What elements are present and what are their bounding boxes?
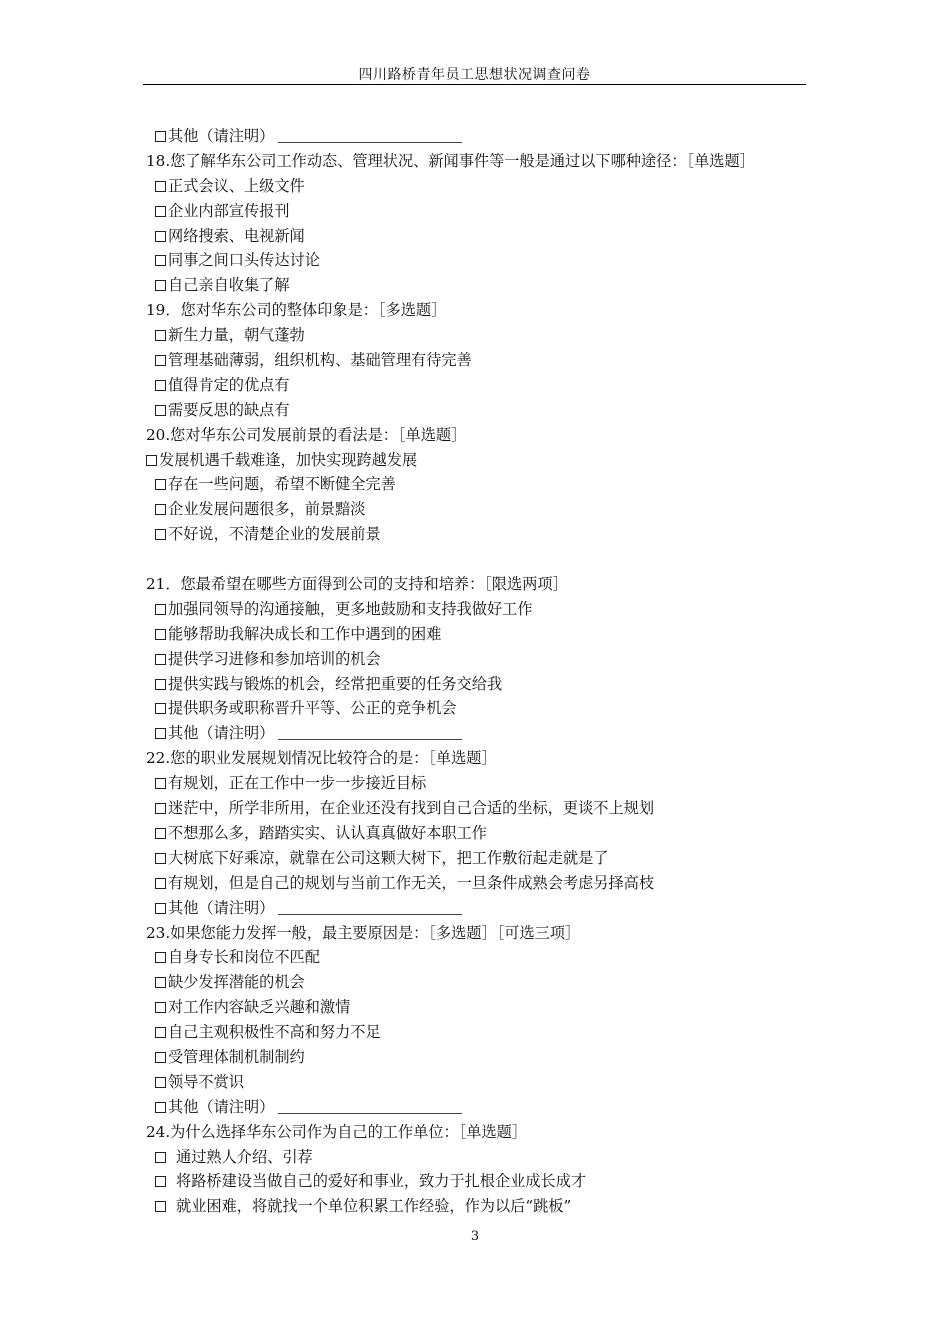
answer-option	[146, 995, 806, 1020]
answer-option	[146, 1045, 806, 1070]
option-label: 能够帮助我解决成长和工作中遇到的困难	[168, 624, 442, 643]
checkbox[interactable]	[155, 504, 166, 515]
question-text: 23.如果您能力发挥一般，最主要原因是：［多选题］［可选三项］	[146, 923, 581, 942]
answer-option	[146, 970, 806, 995]
checkbox[interactable]	[155, 1077, 166, 1088]
answer-option	[146, 174, 806, 199]
option-label: 缺少发挥潜能的机会	[168, 973, 305, 992]
option-label: 提供学习进修和参加培训的机会	[168, 649, 381, 668]
answer-option	[146, 448, 806, 473]
option-label: 领导不赏识	[168, 1072, 244, 1091]
checkbox[interactable]	[155, 1102, 166, 1113]
answer-option	[146, 323, 806, 348]
answer-option	[146, 124, 806, 149]
option-label: 企业发展问题很多，前景黯淡	[168, 500, 366, 519]
answer-option	[146, 1070, 806, 1095]
fill-in-blank[interactable]	[278, 724, 462, 740]
answer-option	[146, 1194, 806, 1219]
answer-option	[146, 696, 806, 721]
answer-option	[146, 373, 806, 398]
checkbox[interactable]	[155, 703, 166, 714]
answer-option	[146, 597, 806, 622]
answer-option	[146, 522, 806, 547]
checkbox[interactable]	[155, 380, 166, 391]
option-label: 其他（请注明）	[168, 724, 275, 743]
answer-option	[146, 199, 806, 224]
option-label: 发展机遇千载难逢，加快实现跨越发展	[159, 450, 418, 469]
questionnaire-body	[146, 124, 806, 1219]
option-label: 对工作内容缺乏兴趣和激情	[168, 998, 351, 1017]
option-label: 企业内部宣传报刊	[168, 201, 290, 220]
option-label: 就业困难，将就找一个单位积累工作经验，作为以后“跳板”	[176, 1197, 572, 1216]
answer-option	[146, 348, 806, 373]
question-text: 24.为什么选择华东公司作为自己的工作单位：［单选题］	[146, 1122, 528, 1141]
option-label: 大树底下好乘凉，就靠在公司这颗大树下，把工作敷衍起走就是了	[168, 848, 609, 867]
page-number: 3	[470, 1229, 480, 1244]
fill-in-blank[interactable]	[278, 127, 462, 143]
checkbox[interactable]	[155, 1002, 166, 1013]
checkbox[interactable]	[155, 1201, 166, 1212]
checkbox[interactable]	[155, 479, 166, 490]
answer-option	[146, 846, 806, 871]
option-label: 通过熟人介绍、引荐	[176, 1147, 313, 1166]
option-label: 有规划，正在工作中一步一步接近目标	[168, 774, 427, 793]
option-label: 自己主观积极性不高和努力不足	[168, 1023, 381, 1042]
answer-option	[146, 821, 806, 846]
answer-option	[146, 771, 806, 796]
option-label: 加强同领导的沟通接触，更多地鼓励和支持我做好工作	[168, 599, 533, 618]
checkbox[interactable]	[155, 629, 166, 640]
answer-option	[146, 1020, 806, 1045]
checkbox[interactable]	[155, 1027, 166, 1038]
checkbox[interactable]	[155, 654, 166, 665]
checkbox[interactable]	[155, 206, 166, 217]
checkbox[interactable]	[155, 131, 166, 142]
option-label: 新生力量，朝气蓬勃	[168, 326, 305, 345]
option-label: 有规划，但是自己的规划与当前工作无关，一旦条件成熟会考虑另择高枝	[168, 873, 654, 892]
answer-option	[146, 871, 806, 896]
answer-option	[146, 796, 806, 821]
option-label: 受管理体制机制制约	[168, 1047, 305, 1066]
answer-option	[146, 945, 806, 970]
question-text: 22.您的职业发展规划情况比较符合的是：［单选题］	[146, 749, 497, 768]
option-label: 其他（请注明）	[168, 127, 275, 145]
checkbox[interactable]	[146, 455, 157, 466]
option-label: 自己亲自收集了解	[168, 276, 290, 295]
option-label: 存在一些问题，希望不断健全完善	[168, 475, 396, 494]
option-label: 不好说，不清楚企业的发展前景	[168, 525, 381, 544]
answer-option	[146, 1145, 806, 1170]
blank-line	[146, 547, 806, 572]
fill-in-blank[interactable]	[278, 1098, 462, 1114]
answer-option	[146, 1169, 806, 1194]
checkbox[interactable]	[155, 828, 166, 839]
checkbox[interactable]	[155, 529, 166, 540]
checkbox[interactable]	[155, 330, 166, 341]
checkbox[interactable]	[155, 728, 166, 739]
header-divider	[143, 84, 806, 85]
option-label: 提供职务或职称晋升平等、公正的竞争机会	[168, 699, 457, 718]
option-label: 需要反思的缺点有	[168, 400, 290, 419]
option-label: 将路桥建设当做自己的爱好和事业，致力于扎根企业成长成才	[176, 1172, 587, 1191]
checkbox[interactable]	[155, 903, 166, 914]
checkbox[interactable]	[155, 231, 166, 242]
answer-option	[146, 672, 806, 697]
checkbox[interactable]	[155, 952, 166, 963]
question-text: 19．您对华东公司的整体印象是：［多选题］	[146, 301, 447, 320]
answer-option	[146, 647, 806, 672]
answer-option	[146, 896, 806, 921]
answer-option	[146, 398, 806, 423]
checkbox[interactable]	[155, 181, 166, 192]
page-header-title: 四川路桥青年员工思想状况调查问卷	[358, 67, 591, 83]
option-label: 管理基础薄弱，组织机构、基础管理有待完善	[168, 351, 472, 370]
checkbox[interactable]	[155, 977, 166, 988]
option-label: 网络搜索、电视新闻	[168, 226, 305, 245]
checkbox[interactable]	[155, 878, 166, 889]
answer-option	[146, 472, 806, 497]
option-label: 正式会议、上级文件	[168, 176, 305, 195]
checkbox[interactable]	[155, 280, 166, 291]
question-text: 20.您对华东公司发展前景的看法是：［单选题］	[146, 425, 467, 444]
fill-in-blank[interactable]	[278, 899, 462, 915]
option-label: 提供实践与锻炼的机会，经常把重要的任务交给我	[168, 674, 503, 693]
option-label: 不想那么多，踏踏实实、认认真真做好本职工作	[168, 823, 487, 842]
checkbox[interactable]	[155, 405, 166, 416]
option-label: 值得肯定的优点有	[168, 375, 290, 394]
checkbox[interactable]	[155, 355, 166, 366]
answer-option	[146, 224, 806, 249]
question-text: 21．您最希望在哪些方面得到公司的支持和培养：［限选两项］	[146, 575, 568, 594]
checkbox[interactable]	[155, 1176, 166, 1187]
checkbox[interactable]	[155, 255, 166, 266]
option-label: 其他（请注明）	[168, 1097, 275, 1116]
checkbox[interactable]	[155, 604, 166, 615]
checkbox[interactable]	[155, 1152, 166, 1163]
answer-option	[146, 622, 806, 647]
answer-option	[146, 1095, 806, 1120]
option-label: 同事之间口头传达讨论	[168, 251, 320, 270]
option-label: 其他（请注明）	[168, 898, 275, 917]
checkbox[interactable]	[155, 853, 166, 864]
answer-option	[146, 497, 806, 522]
checkbox[interactable]	[155, 679, 166, 690]
answer-option	[146, 721, 806, 746]
checkbox[interactable]	[155, 778, 166, 789]
checkbox[interactable]	[155, 803, 166, 814]
question-text: 18.您了解华东公司工作动态、管理状况、新闻事件等一般是通过以下哪种途径：［单选题］	[146, 151, 755, 170]
answer-option	[146, 273, 806, 298]
option-label: 自身专长和岗位不匹配	[168, 948, 320, 967]
option-label: 迷茫中，所学非所用，在企业还没有找到自己合适的坐标，更谈不上规划	[168, 799, 654, 818]
checkbox[interactable]	[155, 1052, 166, 1063]
answer-option	[146, 248, 806, 273]
